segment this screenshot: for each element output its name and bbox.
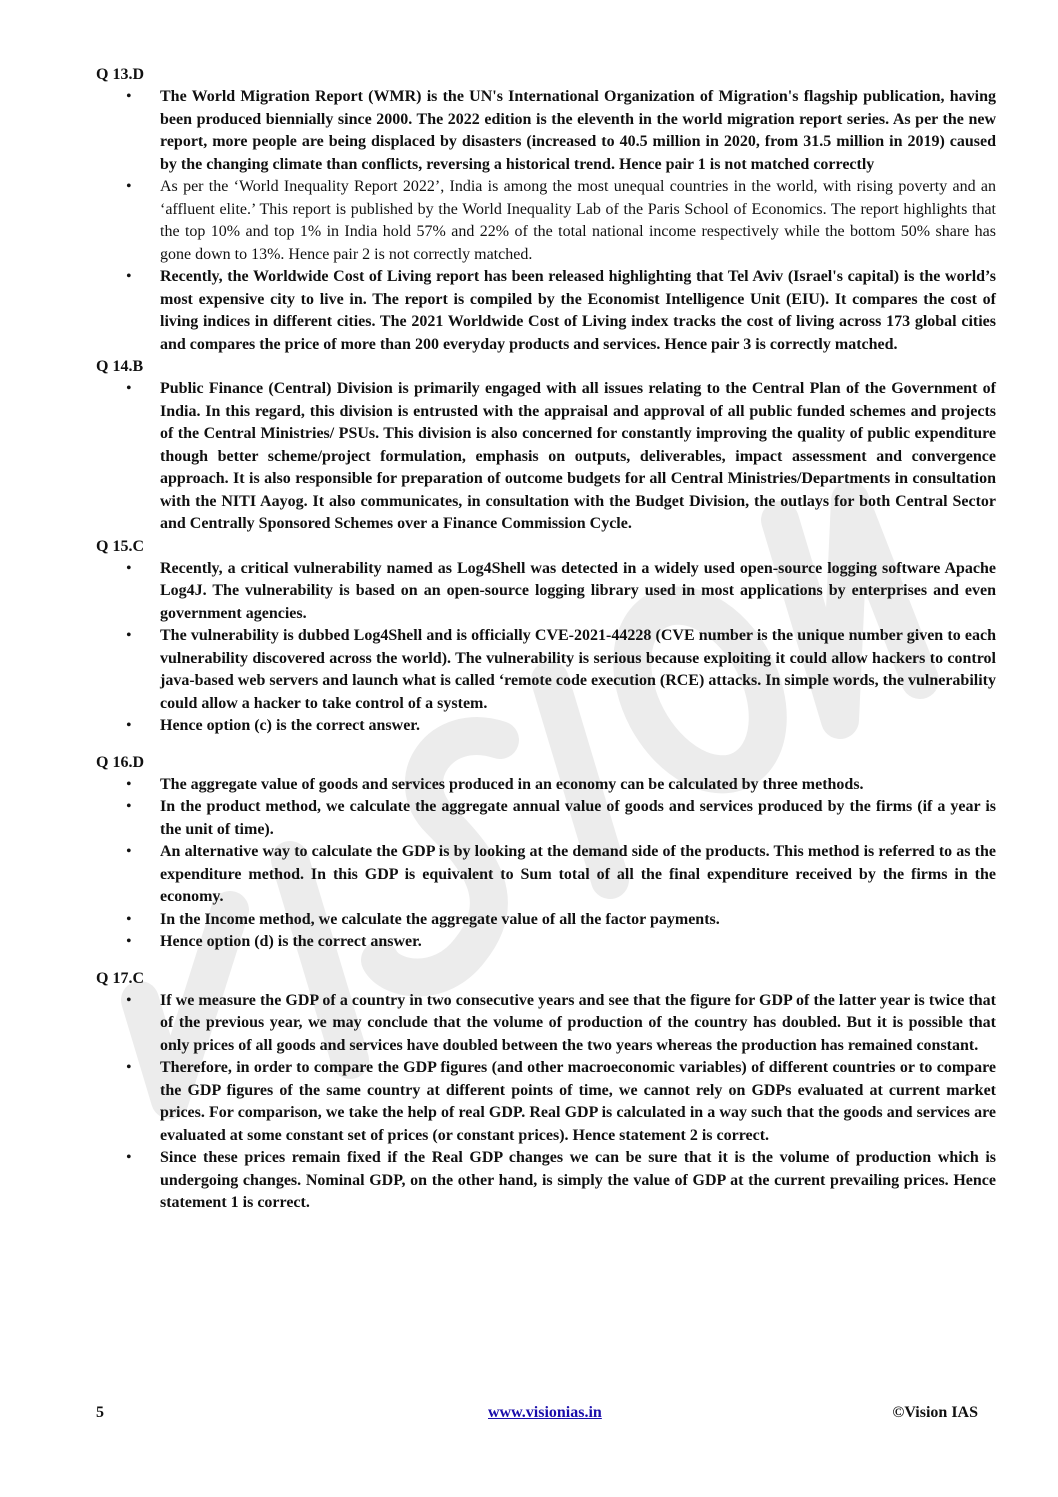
explanation-item	[96, 86, 996, 176]
explanation-item	[96, 931, 996, 954]
page-number: 5	[96, 1404, 104, 1421]
explanation-item	[96, 625, 996, 715]
question-block	[96, 968, 996, 1215]
explanation-text: Since these prices remain fixed if the Real GDP changes we can be sure that it is the volume of production which is undergoing changes. Nominal GDP, on the other hand, is simply the value of GDP at the current prevailing prices. Hence statement 1 is correct.	[160, 1149, 996, 1211]
explanation-item	[96, 378, 996, 536]
explanation-text: Recently, a critical vulnerability named as Log4Shell was detected in a widely used open-source logging software Apache Log4J. The vulnerability is based on an open-source logging library used in most applications by enterprises and even government agencies.	[160, 559, 996, 622]
explanation-item	[96, 266, 996, 356]
bullet-icon: •	[126, 843, 132, 860]
bullet-icon: •	[126, 910, 132, 928]
explanation-text: Therefore, in order to compare the GDP figures (and other macroeconomic variables) of different countries or to compare the GDP figures of the same country at different points of time, we cannot rely on GDPs evaluated at current market prices. For comparison, we take the help of real GDP. Real GDP is calculated in a way such that the goods and services are evaluated at some constant set of prices (or constant prices). Hence statement 2 is correct.	[160, 1059, 996, 1144]
explanation-item	[96, 796, 996, 841]
page-footer	[96, 1404, 978, 1426]
copyright-notice: ©Vision IAS	[892, 1404, 978, 1421]
bullet-icon: •	[126, 88, 132, 105]
bullet-icon: •	[126, 178, 132, 195]
explanation-text: The aggregate value of goods and services produced in an economy can be calculated by three methods.	[160, 775, 864, 793]
bullet-icon: •	[126, 1149, 132, 1166]
explanation-text: The vulnerability is dubbed Log4Shell and is officially CVE-2021-44228 (CVE number is the unique number given to each vulnerability discovered across the world). The vulnerability is serious because exploiting it could allow hackers to control java-based web servers and launch what is called ‘remote code execution (RCE) attacks. In simple words, the vulnerability could allow a hacker to take control of a system.	[160, 627, 996, 712]
bullet-icon: •	[126, 775, 132, 793]
question-label: Q 17.C	[96, 969, 144, 987]
explanation-text: The World Migration Report (WMR) is the UN's International Organization of Migration's flagship publication, having been produced biennially since 2000. The 2022 edition is the eleventh in the world migration report series. As per the new report, more people are being displaced by disasters (increased to 40.5 million in 2020, from 31.5 million in 2019) caused by the changing climate than conflicts, reversing a historical trend. Hence pair 1 is not matched correctly	[160, 88, 996, 173]
explanation-item	[96, 1147, 996, 1215]
explanation-list	[96, 378, 996, 536]
explanation-item	[96, 909, 996, 932]
explanation-list	[96, 774, 996, 954]
question-block	[96, 536, 996, 738]
explanation-text: Hence option (d) is the correct answer.	[160, 933, 422, 950]
explanation-item	[96, 1057, 996, 1147]
explanation-item	[96, 558, 996, 626]
bullet-icon: •	[126, 268, 132, 285]
explanation-text: An alternative way to calculate the GDP is by looking at the demand side of the products. This method is referred to as the expenditure method. In this GDP is equivalent to Sum total of all the final expenditure received by the firms in the economy.	[160, 843, 996, 905]
explanation-item	[96, 774, 996, 797]
question-label: Q 13.D	[96, 66, 144, 83]
explanation-item	[96, 715, 996, 738]
explanation-text: Recently, the Worldwide Cost of Living report has been released highlighting that Tel Aviv (Israel's capital) is the world’s most expensive city to live in. The report is compiled by the Economist Intelligence Unit (EIU). It compares the cost of living indices in different cities. The 2021 Worldwide Cost of Living index tracks the cost of living across 173 global cities and compares the price of more than 200 everyday products and services. Hence pair 3 is correctly matched.	[160, 268, 996, 353]
bullet-icon: •	[126, 798, 132, 815]
question-label: Q 14.B	[96, 358, 144, 375]
bullet-icon: •	[126, 933, 132, 950]
bullet-icon: •	[126, 627, 132, 644]
explanation-text: Hence option (c) is the correct answer.	[160, 717, 420, 734]
explanation-list	[96, 86, 996, 356]
explanation-text: Public Finance (Central) Division is primarily engaged with all issues relating to the Central Plan of the Government of India. In this regard, this division is entrusted with the appraisal and approval of all public funded schemes and projects of the Central Ministries/ PSUs. This division is also concerned for constantly improving the quality of public expenditure though better scheme/project formulation, emphasis on outputs, deliverables, impact assessment and convergence approach. It is also responsible for preparation of outcome budgets for all Central Ministries/Departments in consultation with the NITI Aayog. It also communicates, in consultation with the Budget Division, the outlays for both Central Sector and Centrally Sponsored Schemes over a Finance Commission Cycle.	[160, 380, 996, 532]
explanation-text: In the product method, we calculate the aggregate annual value of goods and services produced by the firms (if a year is the unit of time).	[160, 798, 996, 838]
bullet-icon: •	[126, 1059, 132, 1076]
question-label: Q 15.C	[96, 537, 144, 555]
explanation-text: If we measure the GDP of a country in two consecutive years and see that the figure for GDP of the latter year is twice that of the previous year, we may conclude that the volume of production of the country has doubled. But it is possible that only prices of all goods and services have doubled between the two years whereas the production has remained constant.	[160, 991, 996, 1054]
explanation-item	[96, 176, 996, 266]
question-block	[96, 356, 996, 536]
explanation-list	[96, 990, 996, 1215]
explanation-text: In the Income method, we calculate the aggregate value of all the factor payments.	[160, 910, 720, 928]
bullet-icon: •	[126, 717, 132, 734]
bullet-icon: •	[126, 380, 132, 397]
explanation-text: As per the ‘World Inequality Report 2022’, India is among the most unequal countries in the world, with rising poverty and an ‘affluent elite.’ This report is published by the World Inequality Lab of the Paris School of Economics. The report highlights that the top 10% and top 1% in India hold 57% and 22% of the total national income respectively while the bottom 50% share has gone down to 13%. Hence pair 2 is not correctly matched.	[160, 178, 996, 263]
question-label: Q 16.D	[96, 753, 144, 771]
explanation-list	[96, 558, 996, 738]
question-block	[96, 752, 996, 954]
question-block	[96, 64, 996, 356]
website-link[interactable]: www.visionias.in	[488, 1404, 602, 1421]
bullet-icon: •	[126, 991, 132, 1009]
explanation-item	[96, 841, 996, 909]
answer-key-body	[96, 64, 996, 1215]
bullet-icon: •	[126, 559, 132, 577]
explanation-item	[96, 990, 996, 1058]
